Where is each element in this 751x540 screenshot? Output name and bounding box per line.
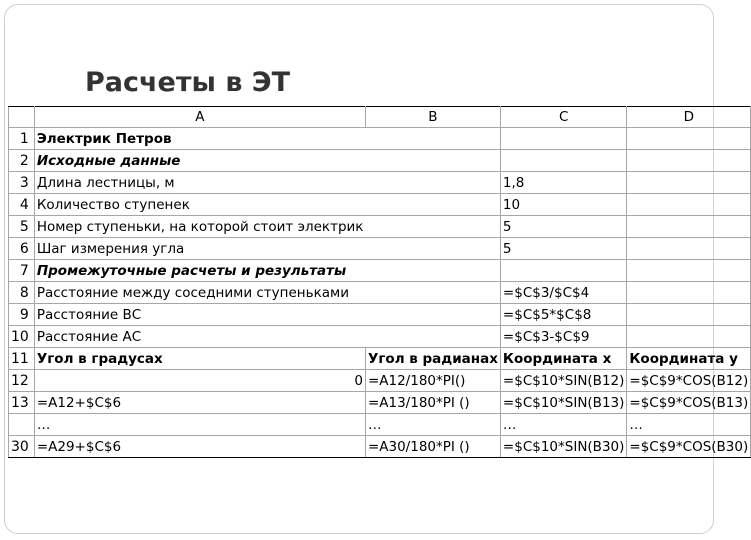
cell-c1[interactable]	[500, 128, 626, 150]
table-row	[9, 414, 751, 436]
cell-d9[interactable]	[627, 304, 751, 326]
cell-d3[interactable]	[627, 172, 751, 194]
column-header-c[interactable]: C	[500, 107, 626, 128]
table-row	[9, 436, 751, 458]
row-number[interactable]: 13	[9, 392, 35, 414]
cell-ellipsis-b[interactable]: …	[365, 414, 500, 436]
row-number[interactable]	[9, 414, 35, 436]
cell-c2[interactable]	[500, 150, 626, 172]
row-number[interactable]: 1	[9, 128, 35, 150]
cell-d1[interactable]	[627, 128, 751, 150]
cell-a7[interactable]: Промежуточные расчеты и результаты	[34, 260, 365, 282]
table-row	[9, 216, 751, 238]
cell-c10[interactable]: =$C$3-$C$9	[500, 326, 626, 348]
cell-a11[interactable]: Угол в градусах	[34, 348, 365, 370]
row-number[interactable]: 3	[9, 172, 35, 194]
cell-b1[interactable]	[365, 128, 500, 150]
cell-d12[interactable]: =$C$9*COS(B12)	[627, 370, 751, 392]
cell-d13[interactable]: =$C$9*COS(B13)	[627, 392, 751, 414]
cell-d5[interactable]	[627, 216, 751, 238]
row-number[interactable]: 9	[9, 304, 35, 326]
cell-c6[interactable]: 5	[500, 238, 626, 260]
cell-b4[interactable]	[365, 194, 500, 216]
cell-b13[interactable]: =A13/180*PI ()	[365, 392, 500, 414]
cell-a12[interactable]: 0	[34, 370, 365, 392]
cell-a9[interactable]: Расстояние ВС	[34, 304, 365, 326]
cell-b6[interactable]	[365, 238, 500, 260]
cell-ellipsis-c[interactable]: …	[500, 414, 626, 436]
cell-a10[interactable]: Расстояние АС	[34, 326, 365, 348]
cell-c11[interactable]: Координата x	[500, 348, 626, 370]
row-number[interactable]: 5	[9, 216, 35, 238]
table-row	[9, 304, 751, 326]
table-row	[9, 326, 751, 348]
table-row	[9, 260, 751, 282]
cell-d6[interactable]	[627, 238, 751, 260]
cell-c4[interactable]: 10	[500, 194, 626, 216]
cell-c7[interactable]	[500, 260, 626, 282]
cell-b30[interactable]: =A30/180*PI ()	[365, 436, 500, 458]
cell-d30[interactable]: =$C$9*COS(B30)	[627, 436, 751, 458]
cell-d7[interactable]	[627, 260, 751, 282]
cell-c9[interactable]: =$C$5*$C$8	[500, 304, 626, 326]
column-header-a[interactable]: A	[34, 107, 365, 128]
cell-c3[interactable]: 1,8	[500, 172, 626, 194]
cell-c8[interactable]: =$C$3/$C$4	[500, 282, 626, 304]
table-row	[9, 348, 751, 370]
cell-a30[interactable]: =A29+$C$6	[34, 436, 365, 458]
corner-cell[interactable]	[9, 107, 35, 128]
column-header-d[interactable]: D	[627, 107, 751, 128]
cell-c12[interactable]: =$C$10*SIN(B12)	[500, 370, 626, 392]
cell-b7[interactable]	[365, 260, 500, 282]
row-number[interactable]: 7	[9, 260, 35, 282]
cell-a2[interactable]: Исходные данные	[34, 150, 365, 172]
table-row	[9, 194, 751, 216]
cell-b9[interactable]	[365, 304, 500, 326]
cell-b2[interactable]	[365, 150, 500, 172]
row-number[interactable]: 6	[9, 238, 35, 260]
row-number[interactable]: 11	[9, 348, 35, 370]
cell-d11[interactable]: Координата y	[627, 348, 751, 370]
row-number[interactable]: 2	[9, 150, 35, 172]
cell-b8[interactable]	[365, 282, 500, 304]
cell-d10[interactable]	[627, 326, 751, 348]
cell-a6[interactable]: Шаг измерения угла	[34, 238, 365, 260]
cell-c13[interactable]: =$C$10*SIN(B13)	[500, 392, 626, 414]
cell-b3[interactable]	[365, 172, 500, 194]
table-row	[9, 238, 751, 260]
table-row	[9, 392, 751, 414]
slide-title: Расчеты в ЭТ	[85, 67, 291, 98]
cell-b5[interactable]	[365, 216, 500, 238]
table-row	[9, 370, 751, 392]
row-number[interactable]: 12	[9, 370, 35, 392]
cell-c30[interactable]: =$C$10*SIN(B30)	[500, 436, 626, 458]
cell-ellipsis-d[interactable]: …	[627, 414, 751, 436]
cell-a1[interactable]: Электрик Петров	[34, 128, 365, 150]
row-number[interactable]: 8	[9, 282, 35, 304]
cell-d4[interactable]	[627, 194, 751, 216]
table-row	[9, 282, 751, 304]
column-header-b[interactable]: B	[365, 107, 500, 128]
cell-d2[interactable]	[627, 150, 751, 172]
cell-c5[interactable]: 5	[500, 216, 626, 238]
cell-a8[interactable]: Расстояние между соседними ступеньками	[34, 282, 365, 304]
table-row	[9, 172, 751, 194]
cell-a4[interactable]: Количество ступенек	[34, 194, 365, 216]
row-number[interactable]: 4	[9, 194, 35, 216]
spreadsheet-table	[8, 106, 751, 458]
column-header-row	[9, 107, 751, 128]
cell-a5[interactable]: Номер ступеньки, на которой стоит электрик	[34, 216, 365, 238]
table-row	[9, 150, 751, 172]
cell-b12[interactable]: =A12/180*PI()	[365, 370, 500, 392]
cell-d8[interactable]	[627, 282, 751, 304]
table-row	[9, 128, 751, 150]
cell-b11[interactable]: Угол в радианах	[365, 348, 500, 370]
cell-a13[interactable]: =A12+$C$6	[34, 392, 365, 414]
cell-a3[interactable]: Длина лестницы, м	[34, 172, 365, 194]
row-number[interactable]: 10	[9, 326, 35, 348]
cell-ellipsis-a[interactable]: …	[34, 414, 365, 436]
row-number[interactable]: 30	[9, 436, 35, 458]
cell-b10[interactable]	[365, 326, 500, 348]
